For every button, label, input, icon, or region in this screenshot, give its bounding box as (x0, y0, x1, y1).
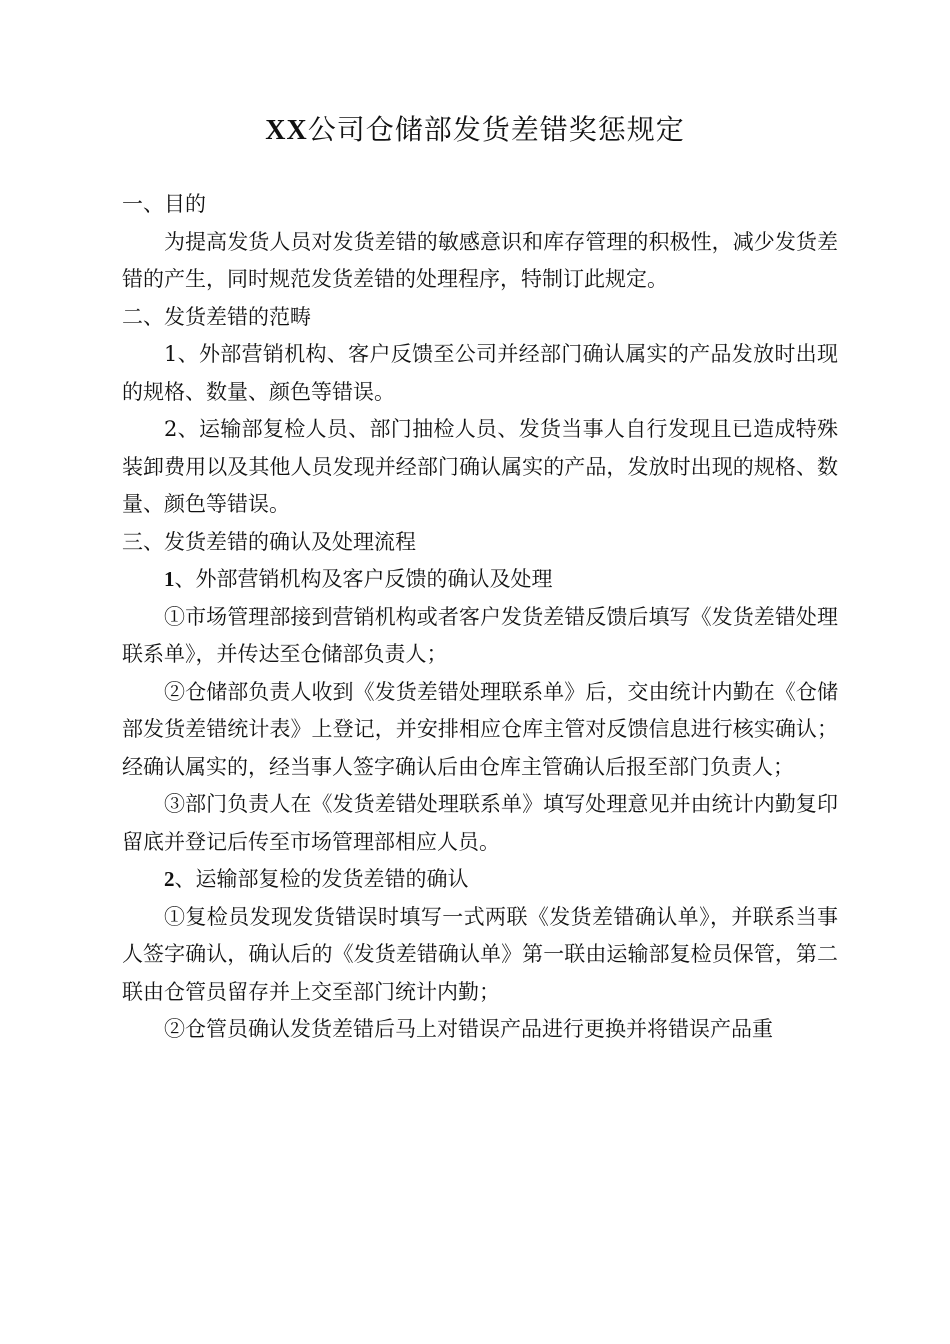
list-item: ②仓管员确认发货差错后马上对错误产品进行更换并将错误产品重 (164, 1017, 773, 1041)
list-item: ③部门负责人在《发货差错处理联系单》填写处理意见并由统计内勤复印留底并登记后传至市场管理部相应人员。 (122, 792, 838, 854)
subsection-number: 1 (164, 567, 175, 591)
section-heading-scope: 二、发货差错的范畴 (122, 304, 311, 329)
document-title (0, 112, 950, 149)
subsection-heading-recheck (122, 861, 838, 899)
subsection-number: 2 (164, 867, 175, 891)
subsection-heading-external (122, 561, 838, 599)
document-body (122, 186, 838, 1049)
list-item: ①复检员发现发货错误时填写一式两联《发货差错确认单》，并联系当事人签字确认，确认后的《发货差错确认单》第一联由运输部复检员保管，第二联由仓管员留存并上交至部门统计内勤； (122, 904, 838, 1004)
section-heading-purpose: 一、目的 (122, 192, 206, 216)
paragraph-scope-1: 1、外部营销机构、客户反馈至公司并经部门确认属实的产品发放时出现的规格、数量、颜色等错误。 (122, 342, 838, 404)
title-prefix: XX (265, 115, 308, 146)
list-item: ②仓储部负责人收到《发货差错处理联系单》后，交由统计内勤在《仓储部发货差错统计表》上登记，并安排相应仓库主管对反馈信息进行核实确认；经确认属实的，经当事人签字确认后由仓库主管确认后报至部门负责人； (122, 679, 838, 779)
subsection-title: 、外部营销机构及客户反馈的确认及处理 (174, 567, 553, 591)
section-heading-process: 三、发货差错的确认及处理流程 (122, 529, 416, 554)
title-text: 公司仓储部发货差错奖惩规定 (307, 113, 685, 146)
paragraph-purpose: 为提高发货人员对发货差错的敏感意识和库存管理的积极性，减少发货差错的产生，同时规范发货差错的处理程序，特制订此规定。 (122, 229, 838, 291)
subsection-title: 、运输部复检的发货差错的确认 (174, 867, 469, 891)
list-item: ①市场管理部接到营销机构或者客户发货差错反馈后填写《发货差错处理联系单》，并传达至仓储部负责人； (122, 604, 838, 666)
paragraph-scope-2: 2、运输部复检人员、部门抽检人员、发货当事人自行发现且已造成特殊装卸费用以及其他人员发现并经部门确认属实的产品，发放时出现的规格、数量、颜色等错误。 (122, 417, 838, 516)
